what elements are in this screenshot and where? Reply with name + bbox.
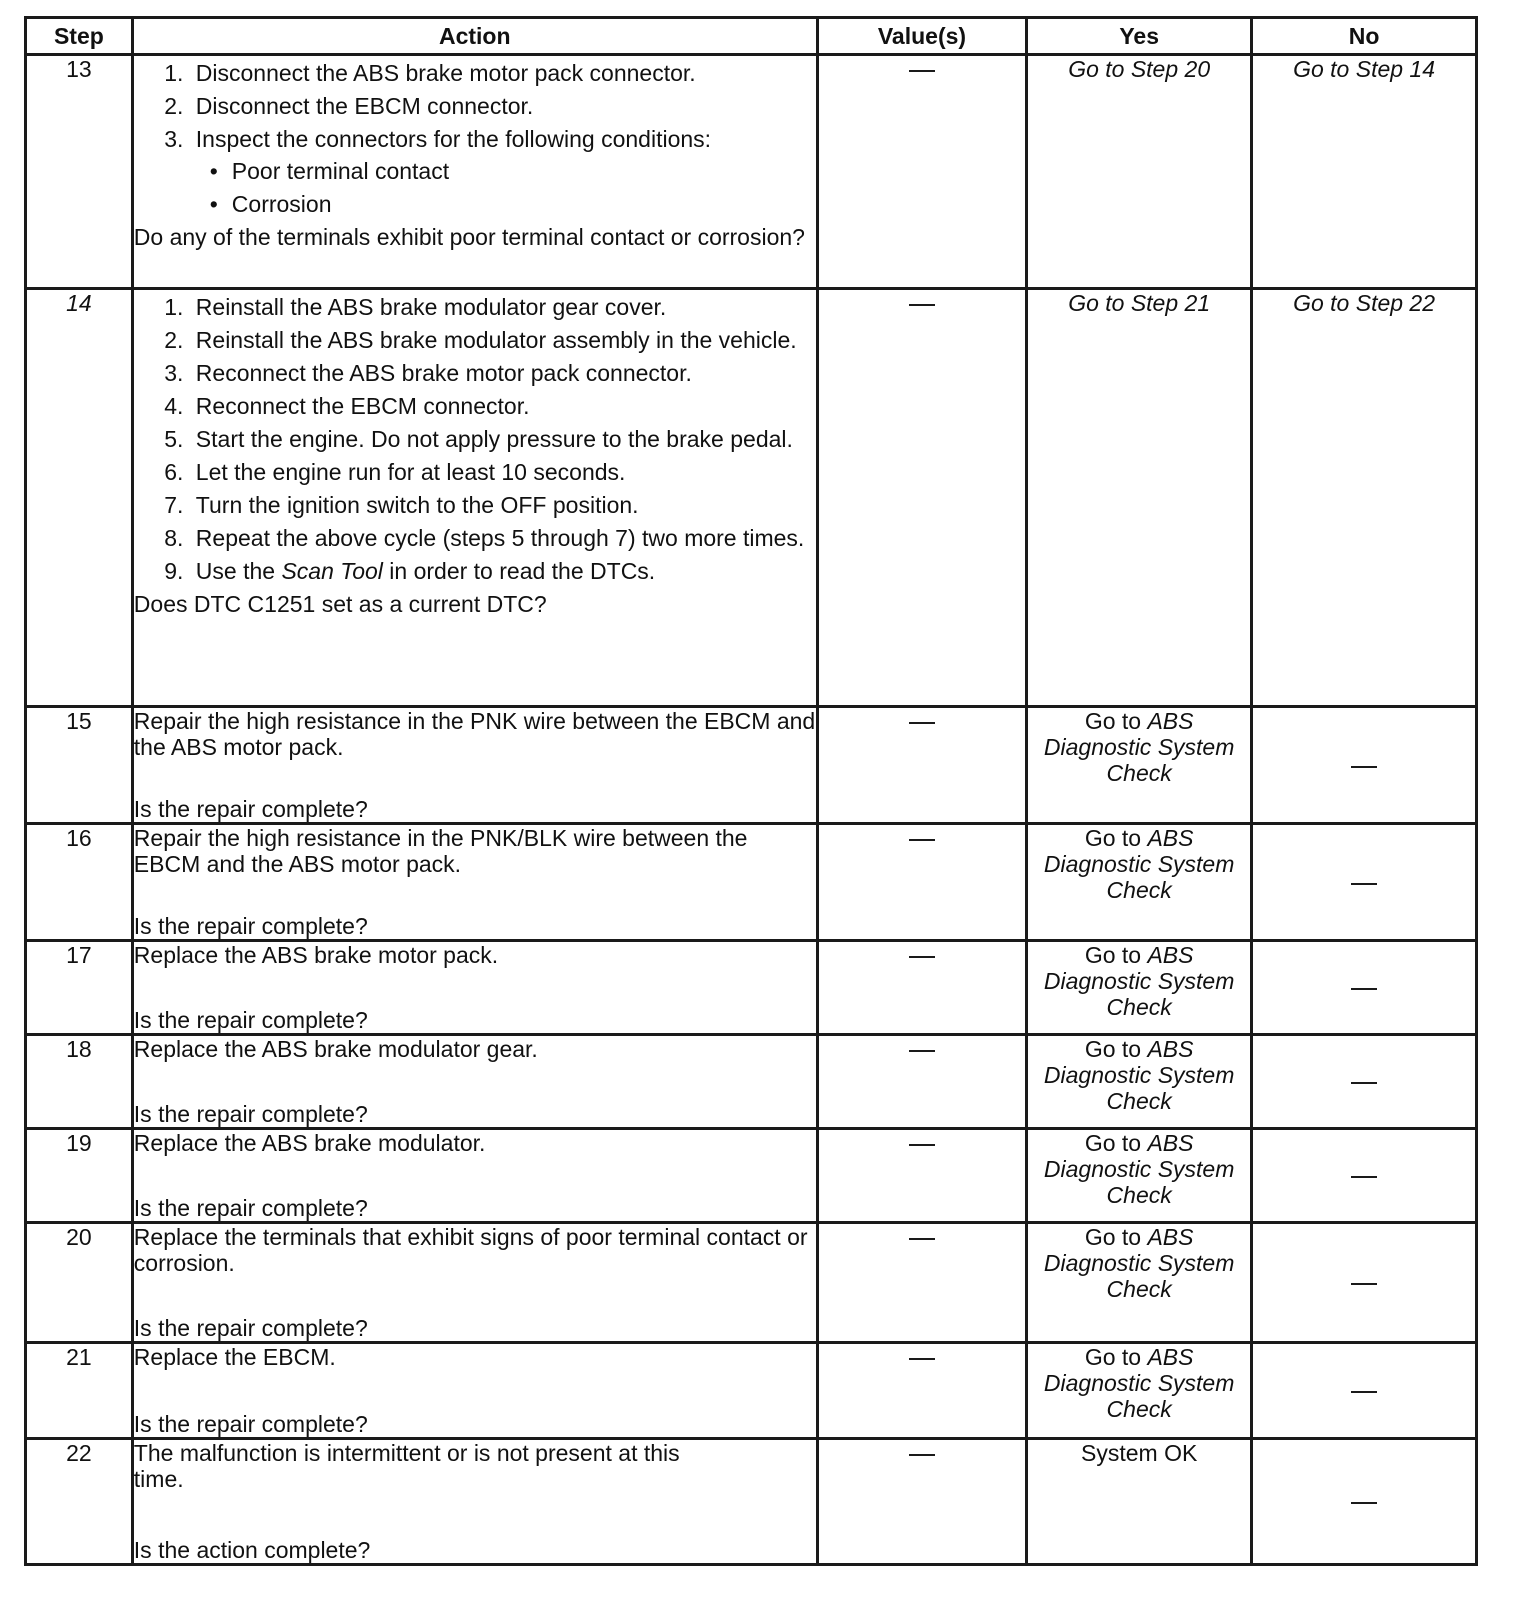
table-row: [26, 1035, 1477, 1129]
action-text: Replace the terminals that exhibit signs of poor terminal contact or corrosion.: [133, 1224, 808, 1276]
yes-cell: [1027, 941, 1252, 1035]
action-cell: [132, 1343, 817, 1439]
action-text: The malfunction is intermittent or is not present at this time.: [133, 1440, 680, 1492]
action-cell: [132, 941, 817, 1035]
value-dash: [909, 1238, 935, 1240]
yes-goto-prefix: Go to: [1084, 942, 1142, 968]
value-cell: [817, 289, 1026, 707]
action-text: Replace the EBCM.: [133, 1344, 336, 1370]
action-question: Is the repair complete?: [133, 1101, 368, 1127]
value-cell: [817, 55, 1026, 289]
yes-result: System OK: [1081, 1440, 1198, 1466]
no-dash: [1351, 988, 1377, 990]
action-content: [134, 942, 816, 1033]
value-cell: [817, 1223, 1026, 1343]
yes-cell: [1027, 824, 1252, 941]
action-content: [134, 1440, 816, 1563]
action-text: Replace the ABS brake modulator.: [133, 1130, 486, 1156]
action-cell: [132, 55, 817, 289]
no-cell: [1252, 1439, 1477, 1565]
table-row: [26, 1223, 1477, 1343]
value-cell: [817, 941, 1026, 1035]
conditions-list: [196, 158, 816, 217]
step-number: 22: [26, 1439, 133, 1565]
value-cell: [817, 1129, 1026, 1223]
yes-goto-prefix: Go to: [1084, 1224, 1142, 1250]
action-question: Is the repair complete?: [133, 913, 368, 939]
bullet-item: • Corrosion: [230, 191, 816, 217]
action-cell: [132, 1223, 817, 1343]
value-cell: [817, 1439, 1026, 1565]
step-number: 21: [26, 1343, 133, 1439]
action-content: [134, 708, 816, 822]
yes-goto-link[interactable]: ABS Diagnostic System Check: [1043, 1130, 1235, 1208]
action-content: [134, 1130, 816, 1221]
action-text: Replace the ABS brake motor pack.: [133, 942, 499, 968]
yes-goto-prefix: Go to: [1084, 1036, 1142, 1062]
value-dash: [909, 1050, 935, 1052]
step-number: 19: [26, 1129, 133, 1223]
value-dash: [909, 839, 935, 841]
header-yes: Yes: [1027, 18, 1252, 55]
yes-goto-prefix: Go to: [1084, 1344, 1142, 1370]
no-cell: [1252, 55, 1477, 289]
table-row: [26, 1343, 1477, 1439]
action-text: Replace the ABS brake modulator gear.: [133, 1036, 538, 1062]
list-item-text: Use the: [195, 558, 282, 584]
action-question: Does DTC C1251 set as a current DTC?: [133, 591, 547, 617]
action-content: [134, 1224, 816, 1341]
action-text: Repair the high resistance in the PNK/BLK wire between the EBCM and the ABS motor pack.: [133, 825, 748, 877]
yes-goto-link[interactable]: ABS Diagnostic System Check: [1043, 708, 1235, 786]
no-cell: [1252, 1343, 1477, 1439]
yes-cell: [1027, 1439, 1252, 1565]
yes-cell: [1027, 1035, 1252, 1129]
list-item: 6. Let the engine run for at least 10 seconds.: [190, 459, 816, 485]
list-item: 2. Disconnect the EBCM connector.: [190, 93, 816, 119]
yes-goto-link[interactable]: ABS Diagnostic System Check: [1043, 1224, 1235, 1302]
yes-goto-link[interactable]: ABS Diagnostic System Check: [1043, 825, 1235, 903]
list-item: 1. Reinstall the ABS brake modulator gear cover.: [190, 294, 816, 320]
action-cell: [132, 824, 817, 941]
action-question: Is the repair complete?: [133, 1007, 368, 1033]
header-step: Step: [26, 18, 133, 55]
scan-tool-term: Scan Tool: [281, 558, 383, 584]
list-item: 5. Start the engine. Do not apply pressure to the brake pedal.: [190, 426, 816, 452]
step-number: 14: [26, 289, 133, 707]
bullet-item: • Poor terminal contact: [230, 158, 816, 184]
list-item: 4. Reconnect the EBCM connector.: [190, 393, 816, 419]
no-goto-link[interactable]: Go to Step 14: [1293, 56, 1436, 82]
list-item-text: Inspect the connectors for the following conditions:: [195, 126, 712, 152]
action-question: Do any of the terminals exhibit poor terminal contact or corrosion?: [133, 224, 805, 250]
action-cell: [132, 1035, 817, 1129]
table-row: [26, 707, 1477, 824]
step-number: 20: [26, 1223, 133, 1343]
yes-cell: [1027, 55, 1252, 289]
action-steps-list: [134, 60, 816, 217]
no-dash: [1351, 883, 1377, 885]
header-values: Value(s): [817, 18, 1026, 55]
no-cell: [1252, 289, 1477, 707]
value-dash: [909, 1144, 935, 1146]
table-row: [26, 289, 1477, 707]
yes-goto-link[interactable]: ABS Diagnostic System Check: [1043, 1344, 1235, 1422]
yes-goto-link[interactable]: ABS Diagnostic System Check: [1043, 942, 1235, 1020]
no-goto-link[interactable]: Go to Step 22: [1293, 290, 1436, 316]
table-row: [26, 55, 1477, 289]
no-cell: [1252, 941, 1477, 1035]
action-question: Is the action complete?: [133, 1537, 371, 1563]
list-item: [190, 126, 816, 217]
table-row: [26, 1439, 1477, 1565]
value-dash: [909, 722, 935, 724]
list-item: [190, 558, 816, 584]
table-row: [26, 941, 1477, 1035]
value-cell: [817, 707, 1026, 824]
step-number: 18: [26, 1035, 133, 1129]
value-cell: [817, 1035, 1026, 1129]
no-dash: [1351, 1082, 1377, 1084]
no-dash: [1351, 1283, 1377, 1285]
yes-cell: [1027, 707, 1252, 824]
list-item: 2. Reinstall the ABS brake modulator assembly in the vehicle.: [190, 327, 816, 353]
no-dash: [1351, 1502, 1377, 1504]
value-cell: [817, 1343, 1026, 1439]
action-question: Is the repair complete?: [133, 1195, 368, 1221]
no-cell: [1252, 824, 1477, 941]
step-number: 13: [26, 55, 133, 289]
yes-goto-link[interactable]: ABS Diagnostic System Check: [1043, 1036, 1235, 1114]
action-content: [134, 825, 816, 939]
no-cell: [1252, 1223, 1477, 1343]
yes-goto-prefix: Go to: [1084, 708, 1142, 734]
value-dash: [909, 70, 935, 72]
no-cell: [1252, 707, 1477, 824]
action-content: [134, 1344, 816, 1437]
no-cell: [1252, 1035, 1477, 1129]
action-question: Is the repair complete?: [133, 1411, 368, 1437]
header-no: No: [1252, 18, 1477, 55]
value-dash: [909, 304, 935, 306]
action-cell: [132, 1439, 817, 1565]
no-cell: [1252, 1129, 1477, 1223]
diagnostic-table: [24, 16, 1478, 1566]
action-cell: [132, 707, 817, 824]
no-dash: [1351, 1391, 1377, 1393]
yes-cell: [1027, 1343, 1252, 1439]
yes-cell: [1027, 1223, 1252, 1343]
action-cell: [132, 1129, 817, 1223]
value-dash: [909, 1358, 935, 1360]
value-dash: [909, 956, 935, 958]
yes-goto-link[interactable]: Go to Step 20: [1068, 56, 1211, 82]
no-dash: [1351, 1176, 1377, 1178]
action-cell: [132, 289, 817, 707]
action-text: Repair the high resistance in the PNK wire between the EBCM and the ABS motor pack.: [133, 708, 816, 760]
list-item: 7. Turn the ignition switch to the OFF position.: [190, 492, 816, 518]
yes-goto-link[interactable]: Go to Step 21: [1068, 290, 1211, 316]
action-question: Is the repair complete?: [133, 1315, 368, 1341]
step-number: 15: [26, 707, 133, 824]
list-item: 1. Disconnect the ABS brake motor pack connector.: [190, 60, 816, 86]
yes-cell: [1027, 1129, 1252, 1223]
table-row: [26, 1129, 1477, 1223]
step-number: 17: [26, 941, 133, 1035]
action-content: [134, 1036, 816, 1127]
table-row: [26, 824, 1477, 941]
action-steps-list: [134, 294, 816, 584]
header-action: Action: [132, 18, 817, 55]
yes-goto-prefix: Go to: [1084, 1130, 1142, 1156]
list-item: 8. Repeat the above cycle (steps 5 through 7) two more times.: [190, 525, 816, 551]
list-item-text: in order to read the DTCs.: [382, 558, 656, 584]
yes-cell: [1027, 289, 1252, 707]
header-row: [26, 18, 1477, 55]
step-number: 16: [26, 824, 133, 941]
yes-goto-prefix: Go to: [1084, 825, 1142, 851]
list-item: 3. Reconnect the ABS brake motor pack connector.: [190, 360, 816, 386]
no-dash: [1351, 766, 1377, 768]
action-question: Is the repair complete?: [133, 796, 368, 822]
value-cell: [817, 824, 1026, 941]
value-dash: [909, 1454, 935, 1456]
